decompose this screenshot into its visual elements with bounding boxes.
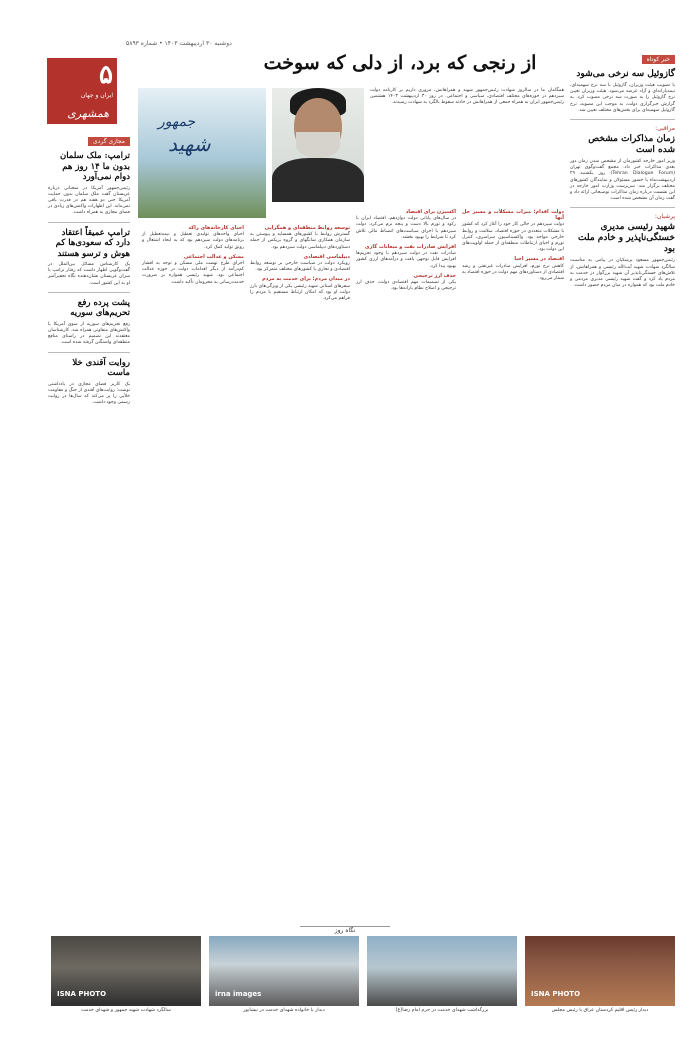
photo-captions [48,1008,675,1018]
divider [48,352,130,353]
paragraph: صادرات نفت در دولت سیزدهم با وجود تحریم‌ها افزایش قابل توجهی یافت و درآمدهای ارزی کشور بهبود پیدا کرد. [356,251,456,269]
section-name: ایران و جهان [80,92,113,99]
paragraph: احیای واحدهای تولیدی تعطیل و نیمه‌تعطیل از برنامه‌های دولت سیزدهم بود که به ایجاد اشتغال و رونق تولید کمک کرد. [142,232,244,250]
portrait-beard [296,132,340,158]
right-column [570,46,675,926]
photo-strip [48,936,675,1016]
divider [570,119,675,120]
left-column [48,128,130,928]
divider [48,292,130,293]
martyr-text-1: جمهور [158,114,196,130]
paragraph: گسترش روابط با کشورهای همسایه و پیوستن به سازمان همکاری شانگهای و گروه بریکس از جمله دستاوردهای دیپلماسی دولت سیزدهم بود. [250,232,350,250]
aghandi-body: یک کاربر فضای مجازی در یادداشتی نوشت: روایت‌های آقندی از جنگ و مقاومت خلأیی را پر می‌کند که سال‌ها در روایت رسمی وجود داشت. [48,381,130,406]
news-brief-tag: خبر کوتاه [642,55,675,64]
syria-sanctions-title: پشت پرده رفع تحریم‌های سوریه [70,297,130,319]
irna-watermark: irna images [215,990,262,998]
isna-watermark: ISNA PHOTO [531,990,581,998]
paragraph: رویکرد دولت در سیاست خارجی بر توسعه روابط اقتصادی و تجاری با کشورهای مختلف متمرکز بود. [250,261,350,273]
brief-title: گازوئیل سه نرخی می‌شود [576,69,675,79]
raisi-body: رئیس‌جمهور مسعود پزشکیان در پیامی به مناسبت سالگرد شهادت شهید آیت‌الله رئیسی و همراهانش، از تلاش‌های خستگی‌ناپذیر آن شهید بزرگوار در خدمت به مردم یاد کرد و گفت شهید رئیسی مدیری مردمی و خادم ملت بود که همواره در میان مردم حضور داشت. [570,258,675,289]
subhead: حذف ارز ترجیحی [413,272,456,279]
subhead: دیپلماسی اقتصادی [303,253,350,260]
article-lead: همگامان ما در سالروز شهادت رئیس‌جمهور شهید و همراهانش، مروری داریم بر کارنامه دولت سیزدهم در حوزه‌های مختلف اقتصادی، سیاسی و اجتماعی. در روز ۳۰ اردیبهشت ۱۴۰۳ هشتمین رئیس‌جمهور ایران به همراه جمعی از همراهانش در حادثه سقوط بالگرد به شهادت رسیدند. [370,88,564,106]
photo-neyshabur [209,936,359,1006]
photo-shrine [367,936,517,1006]
kicker: مراقبی: [655,125,675,133]
subhead: افزایش صادرات نفت و میعانات گازی [364,244,456,251]
main-article [138,88,564,923]
subhead: توسعه روابط منطقه‌ای و همگرایی [264,225,350,231]
paragraph: کاهش نرخ تورم، افزایش صادرات غیرنفتی و رشد اقتصادی از دستاوردهای مهم دولت در حوزه اقتصاد به شمار می‌رود. [462,263,564,282]
president-portrait [272,88,364,202]
paragraph: اجرای طرح نهضت ملی مسکن و توجه به اقشار کم‌درآمد از دیگر اقدامات دولت در حوزه عدالت اجتماعی بود. شهید رئیسی همواره بر ضرورت خدمت‌رسانی به محرومان تأکید داشت. [142,261,244,285]
photo-caption: بزرگداشت شهدای خدمت در حرم امام رضا(ع) [395,1008,489,1013]
subhead: اکسیژن برای اقتصاد [405,209,456,215]
divider [48,222,130,223]
raisi-title: شهید رئیسی مدیری خستگی‌ناپذیر و خادم ملت بود [578,222,675,255]
trump-saudi-body: یک کارشناس مسائل بین‌الملل در گفت‌وگویی اظهار داشت که رفتار ترامپ با سران عربستان نشان‌دهنده نگاه تحقیرآمیز او به این کشور است. [48,262,130,286]
paragraph: سفرهای استانی شهید رئیسی یکی از ویژگی‌های بارز دولت او بود که امکان ارتباط مستقیم با مردم را فراهم می‌کرد. [250,283,350,302]
martyr-president-graphic [138,88,266,218]
photo-ceremony [51,936,201,1006]
page-number: ۵ [99,60,113,90]
trump-salman-title: ترامپ: ملک سلمان بدون ما ۱۴ روز هم دوام نمی‌آورد [59,151,130,182]
isna-watermark: ISNA PHOTO [57,990,107,998]
negotiation-title: زمان مذاکرات مشخص شده است [588,134,675,156]
subhead: احیای کارخانه‌های راکد [188,225,244,231]
virtual-tour-tag: مجازی گردی [88,137,130,146]
article-column-4 [142,222,244,912]
paragraph: در سال‌های پایانی دولت دوازدهم، اقتصاد ایران با رکود و تورم بالا دست و پنجه نرم می‌کرد. دولت سیزدهم با اجرای سیاست‌های انضباط مالی تلاش کرد تا شرایط را بهبود بخشد. [356,216,456,240]
photo-caption: سالگرد شهادت شهید جمهور و شهدای خدمت [81,1008,171,1013]
divider [570,207,675,208]
aghandi-title: روایت آقندی خلا ماست [72,357,130,379]
photo-caption: دیدار با خانواده شهدای خدمت در نیشابور [243,1008,325,1013]
photo-parliament [525,936,675,1006]
subhead: اقتصاد در مسیر احیا [514,256,564,263]
trump-saudi-title: ترامپ عمیقاً اعتقاد دارد که سعودی‌ها کم هوش و ترسو هستند [55,227,130,259]
paragraph: دولت سیزدهم در حالی کار خود را آغاز کرد که کشور با مشکلات متعددی در حوزه اقتصاد، سلامت و روابط خارجی مواجه بود. واکسیناسیون سراسری، کنترل تورم و احیای ارتباطات منطقه‌ای از جمله اولویت‌های این دولت بود. [462,222,564,253]
photo-caption: دیدار رئیس اقلیم کردستان عراق با رئیس مجلس [551,1008,649,1013]
trump-salman-body: رئیس‌جمهور آمریکا در سخنانی درباره عربستان گفت ملک سلمان بدون حمایت آمریکا حتی دو هفته هم در قدرت باقی نمی‌ماند. این اظهارات واکنش‌های زیادی در فضای مجازی به همراه داشت. [48,185,130,216]
subhead: در میدان مردم؛ برای خدمت به مردم [262,276,350,283]
subhead: مسکن و عدالت اجتماعی [183,253,244,260]
syria-sanctions-body: رفع تحریم‌های سوریه از سوی آمریکا با واکنش‌های متفاوتی همراه شد. کارشناسان معتقدند این تصمیم در راستای منافع منطقه‌ای واشنگتن گرفته شده است. [48,321,130,346]
paragraph: یکی از تصمیمات مهم اقتصادی دولت، حذف ارز ترجیحی و اصلاح نظام یارانه‌ها بود. [356,280,456,292]
portrait-robe [272,158,364,202]
negotiation-body: وزیر امور خارجه کشورمان از مشخص شدن زمان دور بعدی مذاکرات خبر داد. مجمع گفت‌وگوی تهران (Tehran Dialogue Forum) روز یکشنبه ۲۹ اردیبهشت‌ماه با حضور مسئولان و نمایندگان کشورهای مختلف برگزار شد. سرپرست وزارت امور خارجه در این نشست درباره زمان مذاکرات توضیحاتی ارائه داد و گفت زمان آن مشخص شده است. [570,159,675,202]
kicker: پرشیان: [654,213,675,221]
issue-date-line: دوشنبه ۳۰ اردیبهشت ۱۴۰۳ • شماره ۵۸۹۳ [126,40,232,47]
brief-body: با تصویب هیئت وزیران، گازوئیل با سه نرخ سهمیه‌ای، نیمه‌یارانه‌ای و آزاد عرضه می‌شود. هیئت وزیران تعیین نرخ گازوئیل را به صورت سه نرخی مصوب کرد. به گزارش خبرگزاری دولت، به موجب این مصوبه، نرخ گازوئیل سهمیه‌ای برای بخش‌های مختلف تعیین شد. [570,83,675,113]
martyr-text-2: شهید [168,132,211,156]
subhead: دولت اقدام؛ میراث مشکلات و مسیر حل آنها [462,209,564,222]
brand-name: همشهری [67,107,109,120]
article-column-2 [356,206,456,906]
article-column-1 [462,206,564,906]
article-column-3 [250,222,350,912]
section-logo [47,58,117,124]
page-headline: از رنجی که برد، از دلی که سوخت [263,52,537,74]
photos-of-day-label: نگاه روز [300,926,390,936]
